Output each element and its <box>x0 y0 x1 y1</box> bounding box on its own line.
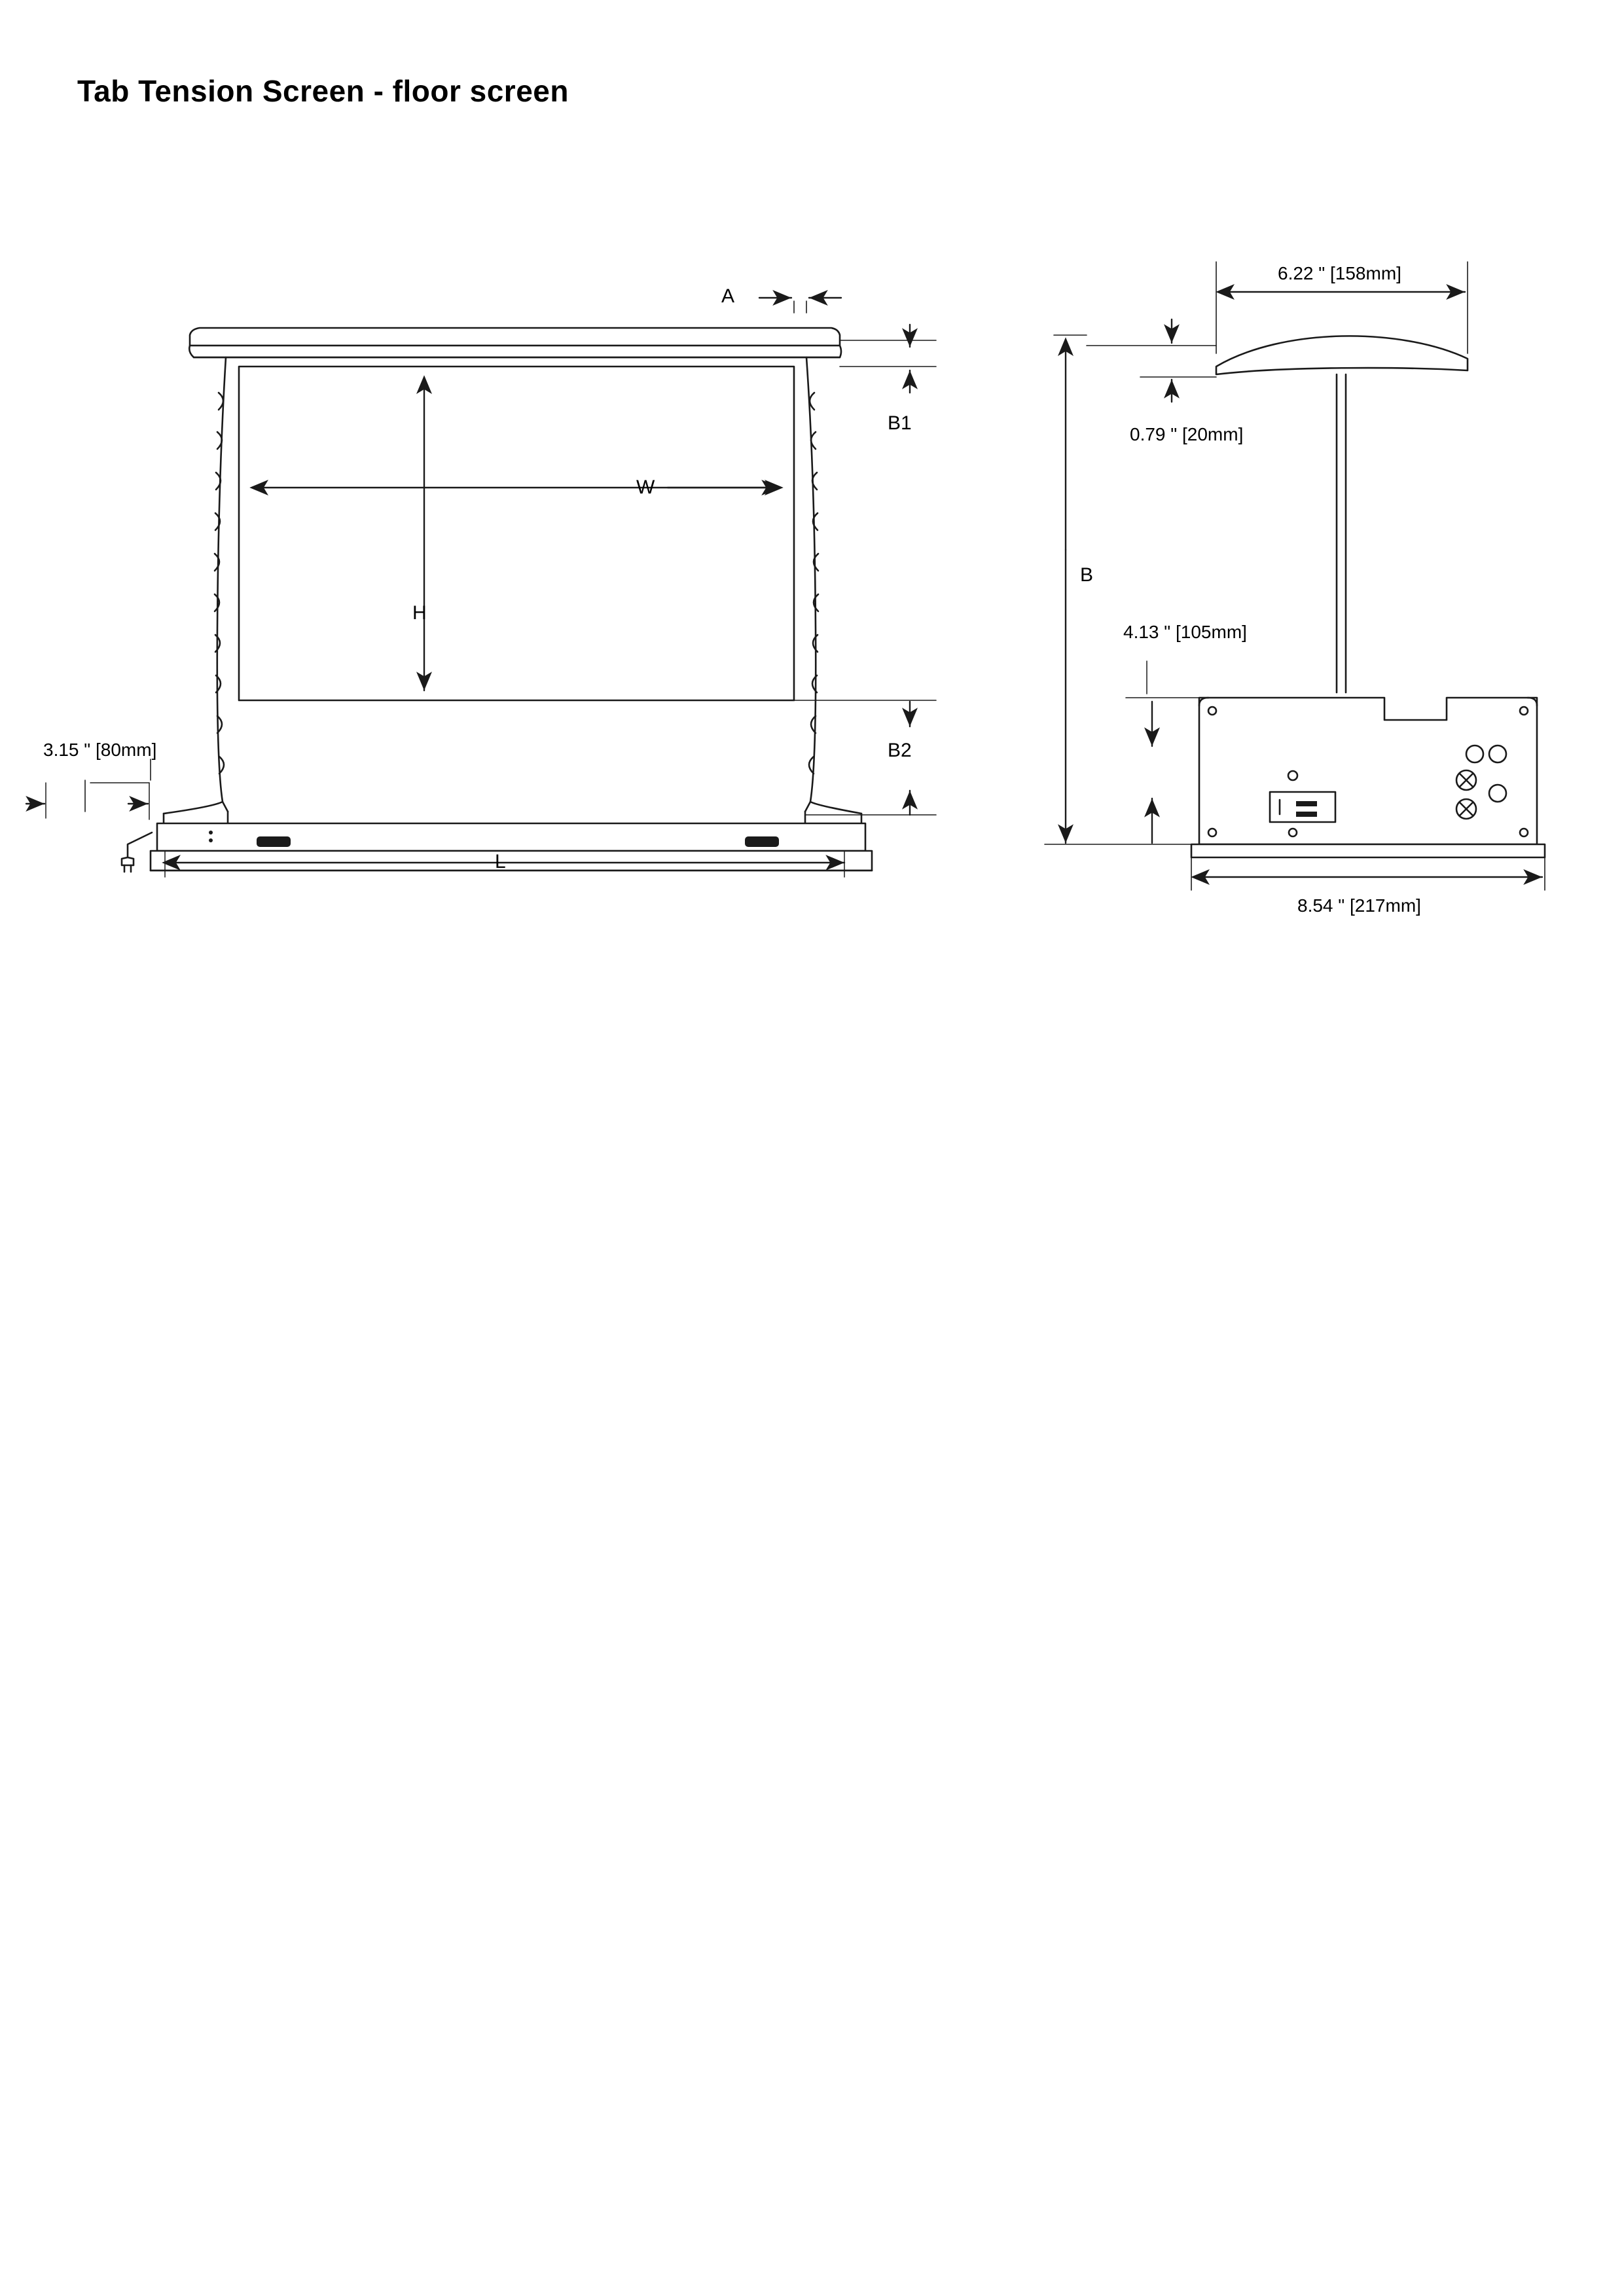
front-top-bar <box>189 328 841 357</box>
side-fabric <box>1337 374 1346 692</box>
label-b2: B2 <box>888 740 912 761</box>
side-base-case <box>1191 698 1545 857</box>
label-top-thickness: 0.79 " [20mm] <box>1130 424 1244 444</box>
label-l: L <box>495 851 506 872</box>
dim-side-offset <box>26 783 149 819</box>
label-top-width: 6.22 " [158mm] <box>1278 263 1401 283</box>
label-side-offset: 3.15 " [80mm] <box>43 740 157 760</box>
label-b1: B1 <box>888 412 912 434</box>
label-base-height: 4.13 " [105mm] <box>1123 622 1247 642</box>
label-h: H <box>412 602 427 624</box>
viewing-area-rect <box>239 367 794 700</box>
label-w: W <box>636 476 655 498</box>
dim-base-height <box>1147 661 1152 843</box>
page-title: Tab Tension Screen - floor screen <box>77 74 569 108</box>
label-base-width: 8.54 " [217mm] <box>1297 895 1421 916</box>
side-top-bar <box>1216 336 1468 374</box>
label-b: B <box>1080 564 1094 586</box>
label-a: A <box>721 285 735 307</box>
